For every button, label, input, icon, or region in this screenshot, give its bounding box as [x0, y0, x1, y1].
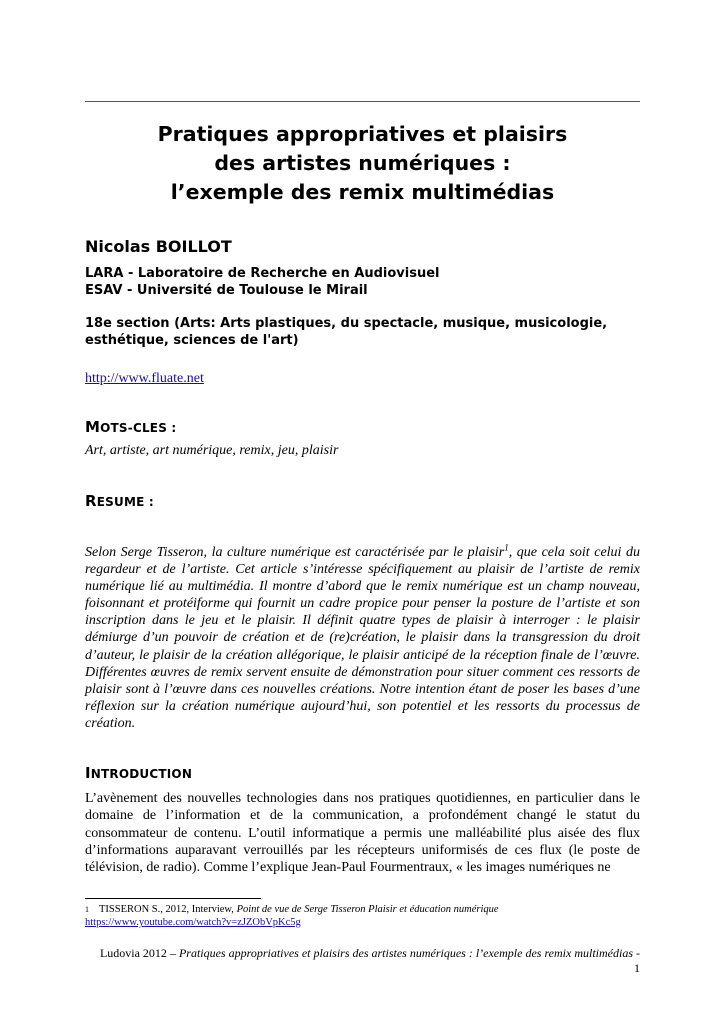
page-number: 1	[634, 961, 640, 975]
keywords-heading-rest: OTS-CLES :	[100, 421, 177, 435]
abstract-text-rest: , que cela soit celui du regardeur et de l’artiste. Cet article s’intéresse spécifiquement au plaisir de l’artiste de remix numérique lié au multimédia. Il montre d’abord que le remix numérique est un champ nouveau, foisonnant et protéiforme qui fournit un cadre propice pour penser la posture de l’artiste et son inscription dans le jeu et le plaisir. Il définit quatre types de plaisir à interroger : le plaisir démiurge d’un pouvoir de création et de (re)création, le plaisir dans la transgression du droit d’auteur, le plaisir de la création allégorique, le plaisir anticipé de la réception finale de l’œuvre. Différentes œuvres de remix servent ensuite de démonstration pour situer comment ces ressorts de plaisir sont à l’œuvre dans ces nouvelles créations. Notre intention étant de poser les bases d’une réflexion sur la création numérique aujourd’hui, son potentiel et les ressorts du processus de création.	[85, 545, 641, 731]
header-rule	[85, 101, 640, 102]
introduction-heading-initial: I	[85, 764, 91, 782]
footnote-reference[interactable]: 1	[504, 542, 509, 553]
abstract-heading-rest: ESUME :	[96, 495, 154, 509]
footer-separator: -	[633, 946, 640, 960]
footer-prefix: Ludovia 2012 –	[99, 946, 179, 960]
title-line-3: l’exemple des remix multimédias	[170, 180, 555, 204]
footnote-citation: TISSERON S., 2012, Interview,	[99, 904, 237, 915]
footnote-rule	[85, 898, 261, 899]
keywords-heading-initial: M	[85, 418, 101, 436]
affiliation	[85, 265, 645, 299]
footer-title: Pratiques appropriatives et plaisirs des artistes numériques : l’exemple des remix multimédias	[178, 946, 633, 960]
abstract-heading-initial: R	[85, 492, 97, 510]
abstract-text	[85, 544, 640, 732]
running-footer	[85, 946, 640, 976]
abstract-text-start: Selon Serge Tisseron, la culture numérique est caractérisée par le plaisir	[85, 545, 505, 560]
affiliation-line-2: ESAV - Université de Toulouse le Mirail	[85, 283, 368, 298]
abstract-heading	[85, 492, 154, 511]
section-info: 18e section (Arts: Arts plastiques, du spectacle, musique, musicologie, esthétique, sciences de l'art)	[85, 316, 608, 348]
keywords-text: Art, artiste, art numérique, remix, jeu, plaisir	[85, 443, 339, 458]
keywords-heading	[85, 418, 176, 437]
paper-title	[85, 120, 640, 207]
footnote	[85, 903, 640, 929]
footnote-video-title: Point de vue de Serge Tisseron Plaisir et éducation numérique	[236, 904, 499, 915]
footnote-number: 1	[85, 905, 89, 914]
introduction-heading-rest: NTRODUCTION	[90, 767, 193, 781]
title-line-2: des artistes numériques :	[214, 151, 511, 175]
introduction-heading	[85, 764, 192, 783]
author-website-link[interactable]: http://www.fluate.net	[85, 371, 204, 386]
footnote-video-link[interactable]: https://www.youtube.com/watch?v=zJZObVpKc5g	[85, 917, 301, 928]
affiliation-line-1: LARA - Laboratoire de Recherche en Audiovisuel	[85, 266, 440, 281]
author-name: Nicolas BOILLOT	[85, 237, 232, 256]
introduction-text: L’avènement des nouvelles technologies dans nos pratiques quotidiennes, en particulier dans le domaine de l’information et de la communication, a profondément changé le statut du consommateur de contenu. L’outil informatique a permis une malléabilité plus aisée des flux d’informations auparavant verrouillés par les récepteurs uniformisés de ces flux (le poste de télévision, de radio). Comme l’explique Jean-Paul Fourmentraux, « les images numériques ne	[85, 791, 640, 876]
title-line-1: Pratiques appropriatives et plaisirs	[157, 122, 568, 146]
